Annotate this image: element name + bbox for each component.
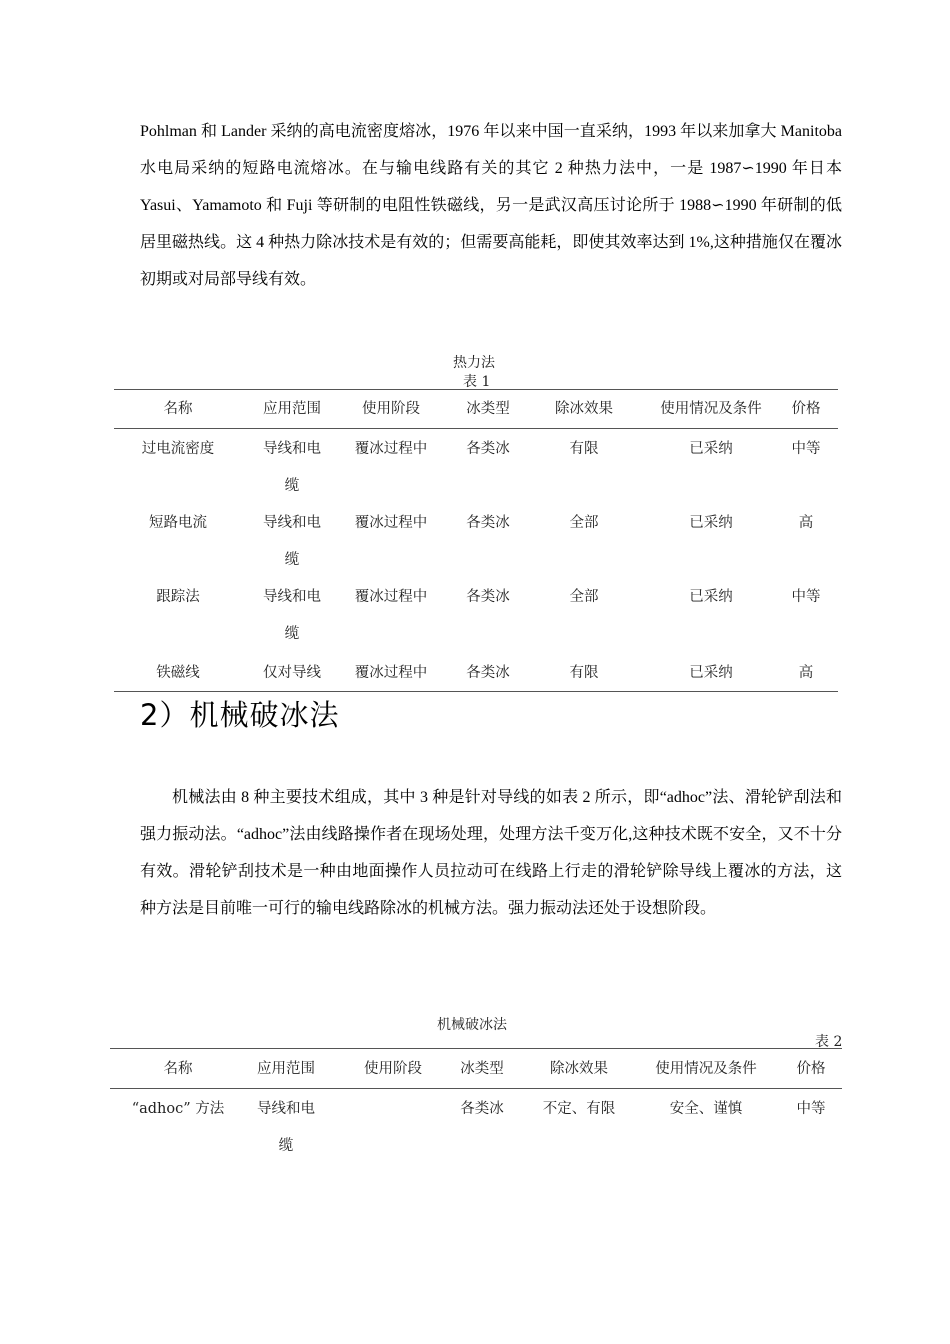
table2-row-0-cell-1: 导线和电缆 (257, 1101, 315, 1154)
table2-header-1: 应用范围 (257, 1061, 315, 1077)
table1-row-1-cell-4: 全部 (569, 515, 599, 531)
table1-row-2-cell-3: 各类冰 (466, 589, 510, 605)
table2-top-rule (110, 1048, 842, 1049)
table1-bottom-rule (114, 691, 838, 692)
table2-header-4: 除冰效果 (550, 1061, 608, 1077)
table2-header-5: 使用情况及条件 (655, 1061, 757, 1077)
table1-header-3: 冰类型 (466, 401, 510, 417)
table1-row-3-cell-0: 铁磁线 (156, 665, 200, 681)
table2-header-rule (110, 1088, 842, 1089)
table1-row-0-cell-4: 有限 (569, 441, 599, 457)
table1-row-0-cell-6: 中等 (791, 441, 821, 457)
table1-row-3-cell-3: 各类冰 (466, 665, 510, 681)
table1-row-2-cell-5: 已采纳 (689, 589, 733, 605)
table2-title: 机械破冰法 (437, 1017, 507, 1033)
table1-row-3-cell-2: 覆冰过程中 (354, 665, 428, 681)
table1-header-6: 价格 (791, 401, 821, 417)
table1-row-1-cell-3: 各类冰 (466, 515, 510, 531)
table2-row-0-cell-3: 各类冰 (460, 1101, 504, 1117)
table1-row-1-cell-1: 导线和电缆 (263, 515, 321, 568)
table1-row-2-cell-0: 跟踪法 (156, 589, 200, 605)
table1-row-3-cell-6: 高 (798, 665, 814, 681)
paragraph-mechanical-methods: 机械法由 8 种主要技术组成，其中 3 种是针对导线的如表 2 所示，即“adhoc”法、滑轮铲刮法和强力振动法。“adhoc”法由线路操作者在现场处理，处理方法千变万化,这种技术既不安全，又不十分有效。滑轮铲刮技术是一种由地面操作人员拉动可在线路上行走的滑轮铲除导线上覆冰的方法，这种方法是目前唯一可行的输电线路除冰的机械方法。强力振动法还处于设想阶段。 (140, 789, 842, 917)
table2-row-0-cell-0: “adhoc” 方法 (131, 1101, 225, 1117)
table1-row-3-cell-5: 已采纳 (689, 665, 733, 681)
table1-header-5: 使用情况及条件 (660, 401, 762, 417)
table1-row-1-cell-6: 高 (798, 515, 814, 531)
table1-row-1-cell-5: 已采纳 (689, 515, 733, 531)
table2-header-6: 价格 (796, 1061, 826, 1077)
table2-label: 表 2 (815, 1034, 843, 1050)
table1-row-2-cell-2: 覆冰过程中 (354, 589, 428, 605)
paragraph-thermal-methods: Pohlman 和 Lander 采纳的高电流密度熔冰，1976 年以来中国一直采纳，1993 年以来加拿大 Manitoba 水电局采纳的短路电流熔冰。在与输电线路有关的其它 2 种热力法中，一是 1987∽1990 年日本 Yasui、Yamamoto 和 Fuji 等研制的电阻性铁磁线，另一是武汉高压讨论所于 1988∽1990 年研制的低居里磁热线。这 4 种热力除冰技术是有效的；但需要高能耗，即使其效率达到 1%,这种措施仅在覆冰初期或对局部导线有效。 (140, 123, 842, 288)
table2-header-0: 名称 (163, 1061, 193, 1077)
table2-header-3: 冰类型 (460, 1061, 504, 1077)
table1-row-3-cell-4: 有限 (569, 665, 599, 681)
table1-row-2-cell-6: 中等 (791, 589, 821, 605)
table1-row-0-cell-5: 已采纳 (689, 441, 733, 457)
table1-row-0-cell-1: 导线和电缆 (263, 441, 321, 494)
table1-row-1-cell-2: 覆冰过程中 (354, 515, 428, 531)
table1-row-3-cell-1: 仅对导线 (263, 665, 321, 681)
table1-header-rule (114, 428, 838, 429)
table2-row-0-cell-6: 中等 (796, 1101, 826, 1117)
table2-row-0-cell-4: 不定、有限 (542, 1101, 616, 1117)
table1-row-2-cell-4: 全部 (569, 589, 599, 605)
table1-row-0-cell-2: 覆冰过程中 (354, 441, 428, 457)
table1-top-rule (114, 389, 838, 390)
table1-header-2: 使用阶段 (362, 401, 420, 417)
table2-header-2: 使用阶段 (364, 1061, 422, 1077)
table1-header-0: 名称 (163, 401, 193, 417)
table1-row-0-cell-0: 过电流密度 (141, 441, 215, 457)
table2-row-0-cell-5: 安全、谨慎 (669, 1101, 743, 1117)
table1-row-2-cell-1: 导线和电缆 (263, 589, 321, 642)
table1-row-0-cell-3: 各类冰 (466, 441, 510, 457)
table1-label: 表 1 (463, 374, 491, 390)
table1-header-1: 应用范围 (263, 401, 321, 417)
table1-header-4: 除冰效果 (555, 401, 613, 417)
table1-title: 热力法 (453, 355, 495, 371)
table1-row-1-cell-0: 短路电流 (149, 515, 207, 531)
section-heading-mechanical: 2）机械破冰法 (140, 698, 340, 732)
